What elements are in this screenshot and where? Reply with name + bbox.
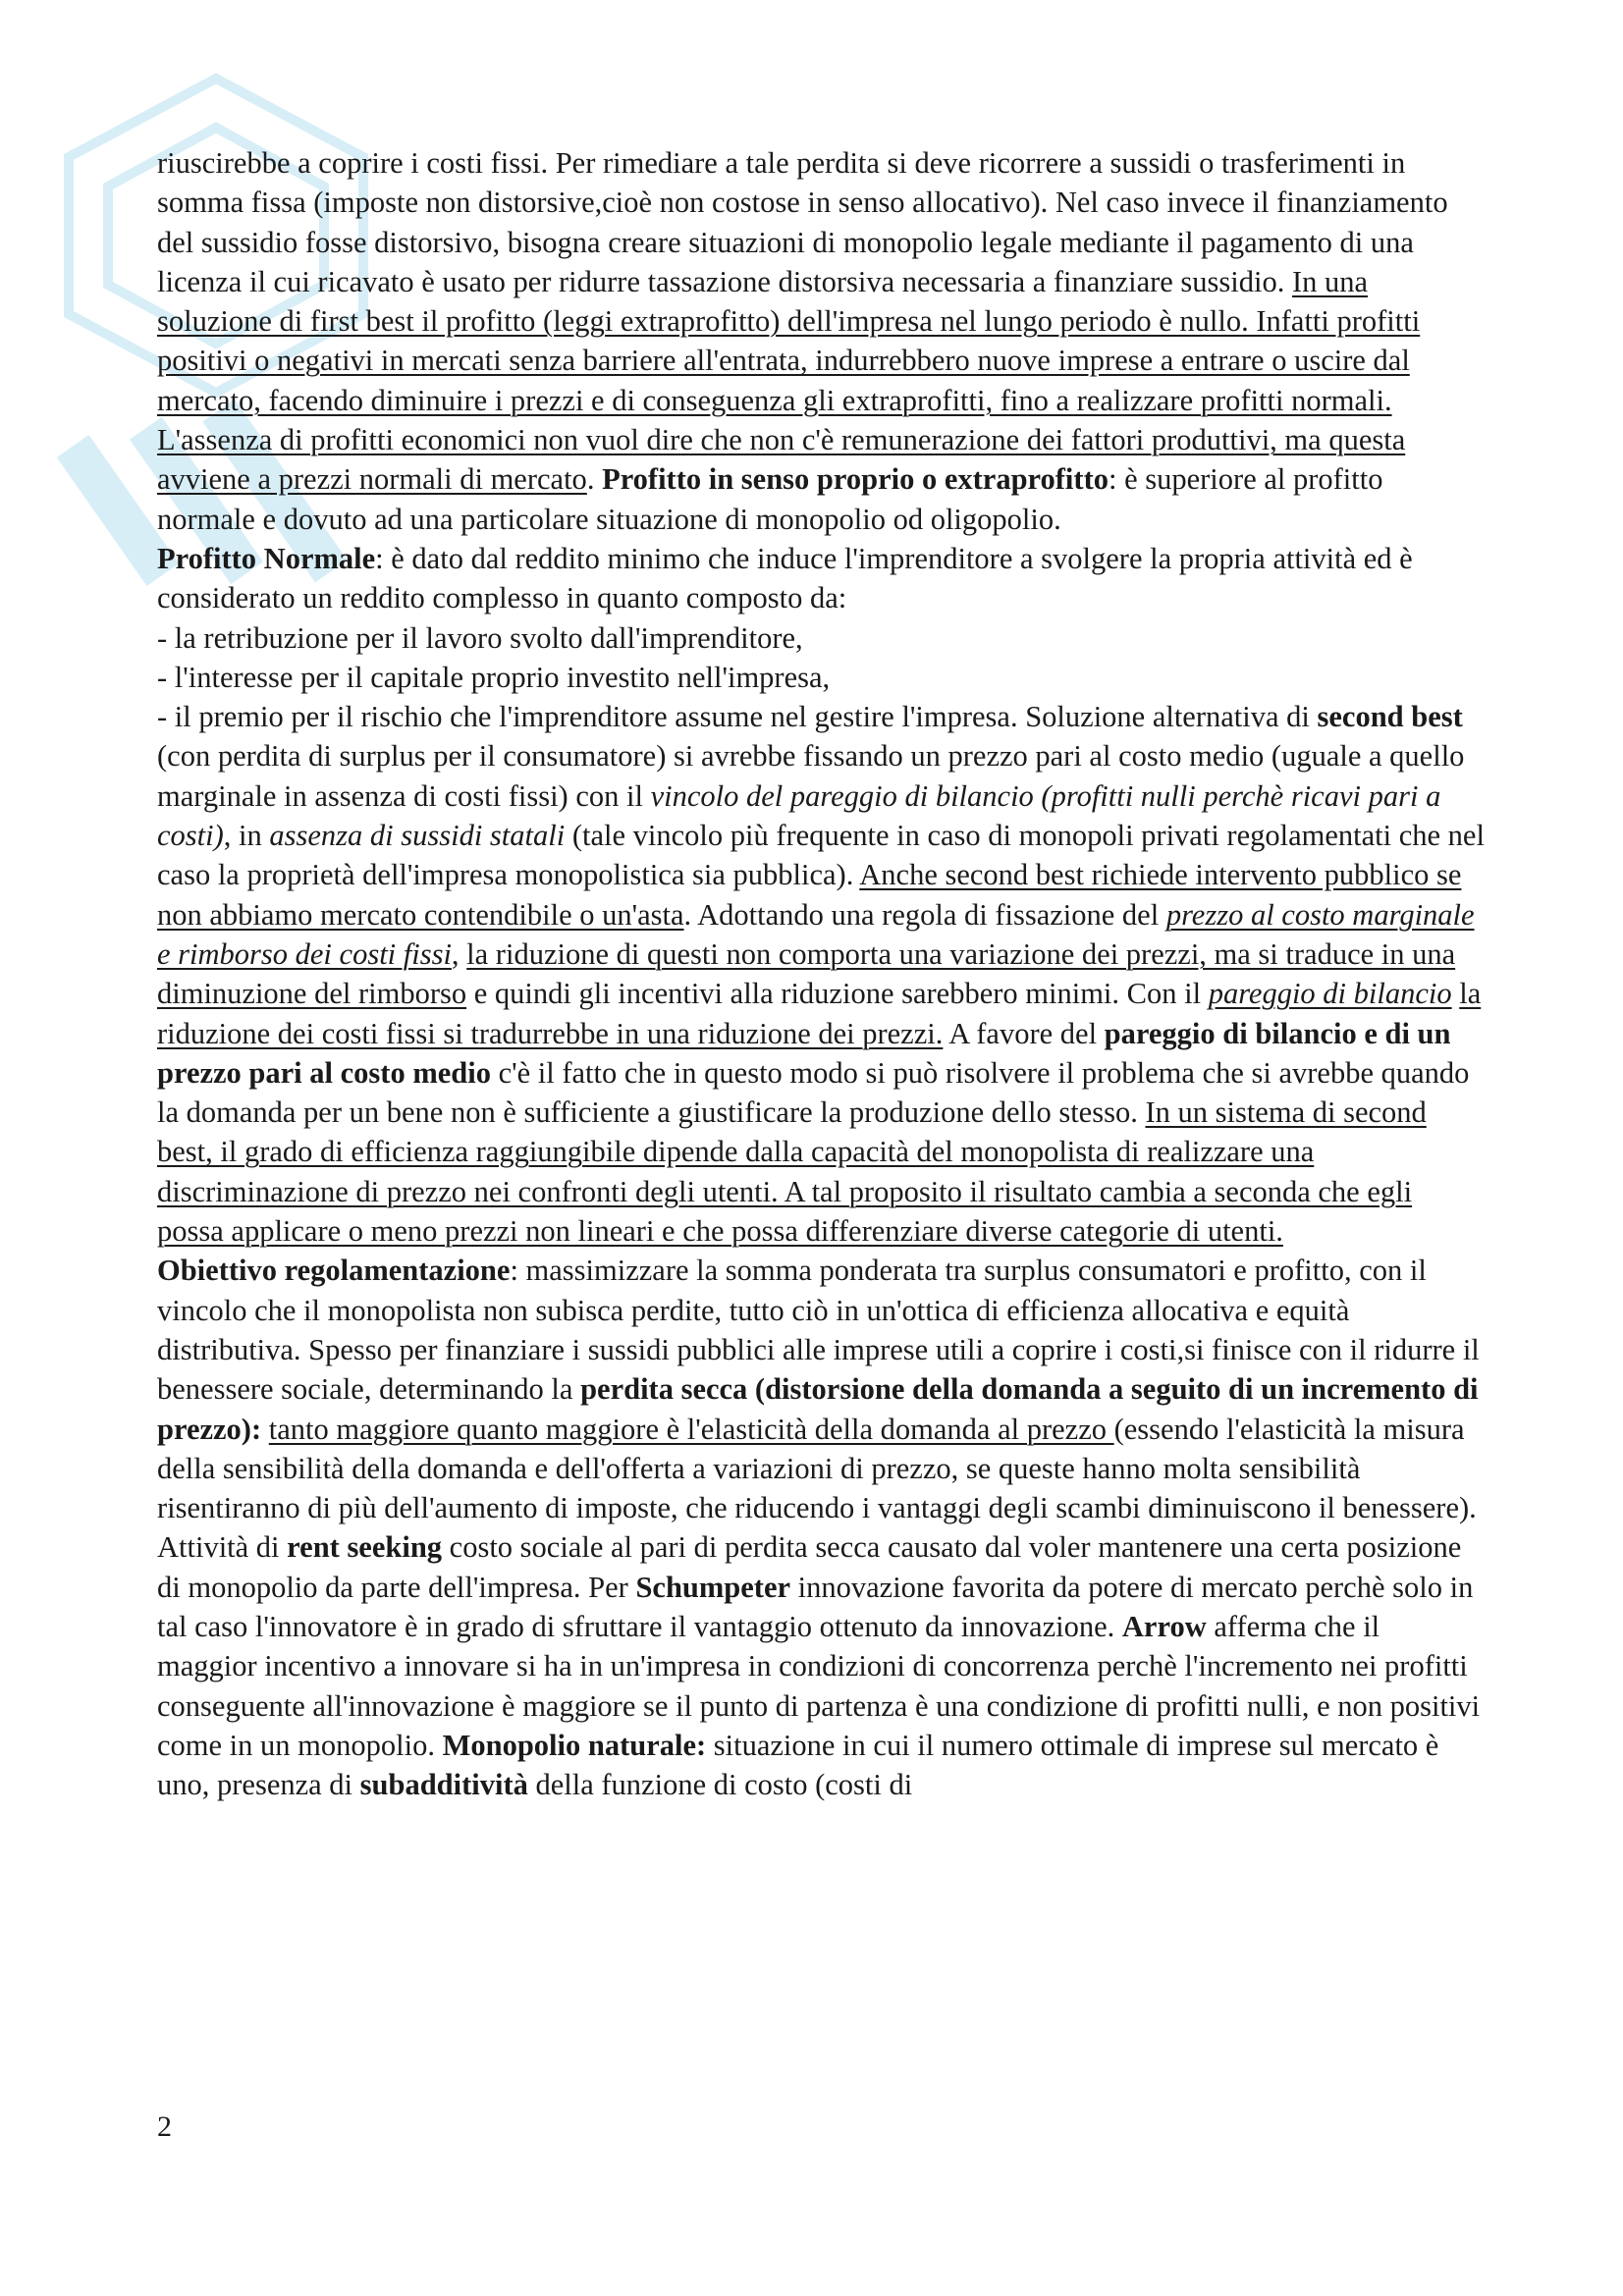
text-run: : è dato dal reddito minimo che induce l'imprenditore a svolgere la propria attività ed è considerato un reddito complesso in quanto composto da:	[157, 541, 1413, 615]
page-number: 2	[157, 2110, 172, 2143]
text-run: situazione in cui il numero ottimale di imprese sul mercato è uno, presenza di	[157, 1728, 1439, 1802]
paragraph	[157, 539, 1485, 618]
text-run: pareggio di bilancio e di un prezzo pari al costo medio	[157, 1016, 1451, 1090]
text-run: Schumpeter	[635, 1570, 791, 1604]
text-run: In una soluzione di first best il profitto (leggi extraprofitto) dell'impresa nel lungo periodo è nullo. Infatti profitti positivi o negativi in mercati senza barriere all'entrata, indurrebbero nuove imprese a entrare o uscire dal mercato, facendo diminuire i prezzi e di conseguenza gli extraprofitti, fino a realizzare profitti normali. L'assenza di profitti economici non vuol dire che non c'è remunerazione dei fattori produttivi, ma questa avviene a prezzi normali di mercato	[157, 264, 1421, 497]
text-run: c'è il fatto che in questo modo si può risolvere il problema che si avrebbe quando la domanda per un bene non è sufficiente a giustificare la produzione dello stesso.	[157, 1055, 1470, 1130]
text-run: innovazione favorita da potere di mercato perchè solo in tal caso l'innovatore è in grado di sfruttare il vantaggio ottenuto da innovazione.	[157, 1570, 1474, 1643]
text-run: (essendo l'elasticità la misura della sensibilità della domanda e dell'offerta a variazioni di prezzo, se queste hanno molta sensibilità risentiranno di più dell'aumento di imposte, che riducendo i vantaggi degli scambi diminuiscono il benessere). Attività di	[157, 1412, 1477, 1565]
text-run: Profitto in senso proprio o extraprofitto	[602, 462, 1109, 497]
text-run: Monopolio naturale:	[442, 1728, 707, 1762]
paragraph	[157, 697, 1485, 1251]
text-run: e quindi gli incentivi alla riduzione sarebbero minimi. Con il	[466, 977, 1209, 1011]
text-run: Arrow	[1121, 1609, 1207, 1643]
text-run: . Adottando una regola di fissazione del	[683, 897, 1166, 932]
text-run: perdita secca (distorsione della domanda a seguito di un incremento di prezzo):	[157, 1372, 1479, 1446]
text-run: riuscirebbe a coprire i costi fissi. Per rimediare a tale perdita si deve ricorrere a sussidi o trasferimenti in somma fissa (imposte non distorsive,cioè non costose in senso allocativo). Nel caso invece il finanziamento del sussidio fosse distorsivo, bisogna creare situazioni di monopolio legale mediante il pagamento di una licenza il cui ricavato è usato per ridurre tassazione distorsiva necessaria a finanziare sussidio.	[157, 146, 1448, 298]
document-body-text	[157, 143, 1485, 1804]
text-run: Profitto Normale	[157, 541, 376, 575]
text-run: - l'interesse per il capitale proprio investito nell'impresa,	[157, 660, 831, 694]
text-run: In un sistema di second best, il grado di efficienza raggiungibile dipende dalla capacità del monopolista di realizzare una discriminazione di prezzo nei confronti degli utenti. A tal proposito il risultato cambia a seconda che egli possa applicare o meno prezzi non lineari e che possa differenziare diverse categorie di utenti.	[157, 1095, 1427, 1249]
text-run: prezzo al costo marginale e rimborso dei costi fissi	[157, 897, 1475, 971]
text-run: subadditività	[359, 1768, 528, 1802]
text-run: pareggio di bilancio	[1208, 977, 1452, 1011]
text-run: ,	[451, 936, 467, 971]
paragraph	[157, 618, 1485, 658]
paragraph	[157, 143, 1485, 539]
text-run: .	[586, 462, 603, 497]
text-run	[261, 1413, 269, 1446]
text-run: , in	[223, 819, 270, 853]
text-run: : massimizzare la somma ponderata tra surplus consumatori e profitto, con il vincolo che il monopolista non subisca perdite, tutto ciò in un'ottica di efficienza allocativa e equità distributiva. Spesso per finanziare i sussidi pubblici alle imprese utili a coprire i costi,si finisce con il ridurre il benessere sociale, determinando la	[157, 1254, 1480, 1407]
text-run: afferma che il maggior incentivo a innovare si ha in un'impresa in condizioni di concorrenza perchè l'incremento nei profitti conseguente all'innovazione è maggiore se il punto di partenza è una condizione di profitti nulli, e non positivi come in un monopolio.	[157, 1609, 1481, 1762]
text-run: la riduzione dei costi fissi si tradurrebbe in una riduzione dei prezzi.	[157, 977, 1482, 1050]
paragraph	[157, 658, 1485, 697]
text-run: vincolo del pareggio di bilancio (profitti nulli perchè ricavi pari a costi)	[157, 778, 1441, 853]
text-run: della funzione di costo (costi di	[527, 1768, 913, 1802]
text-run: Obiettivo regolamentazione	[157, 1254, 511, 1288]
paragraph	[157, 1251, 1485, 1804]
text-run: Anche second best richiede intervento pubblico se non abbiamo mercato contendibile o un'asta	[157, 858, 1462, 932]
text-run: second best	[1317, 700, 1463, 734]
text-run: rent seeking	[287, 1530, 443, 1565]
text-run: : è superiore al profitto normale e dovuto ad una particolare situazione di monopolio od oligopolio.	[157, 462, 1383, 536]
text-run: la riduzione di questi non comporta una variazione dei prezzi, ma si traduce in una diminuzione del rimborso	[157, 936, 1456, 1011]
text-run: A favore del	[943, 1016, 1105, 1050]
text-run: - il premio per il rischio che l'imprenditore assume nel gestire l'impresa. Soluzione alternativa di	[157, 700, 1318, 734]
text-run: (tale vincolo più frequente in caso di monopoli privati regolamentati che nel caso la proprietà dell'impresa monopolistica sia pubblica).	[157, 819, 1485, 892]
text-run: tanto maggiore quanto maggiore è l'elasticità della domanda al prezzo	[268, 1412, 1114, 1446]
text-run: (con perdita di surplus per il consumatore) si avrebbe fissando un prezzo pari al costo medio (uguale a quello marginale in assenza di costi fissi) con il	[157, 739, 1465, 813]
text-run: assenza di sussidi statali	[269, 819, 566, 853]
text-run: - la retribuzione per il lavoro svolto dall'imprenditore,	[157, 620, 803, 655]
text-run: costo sociale al pari di perdita secca causato dal voler mantenere una certa posizione di monopolio da parte dell'impresa. Per	[157, 1530, 1462, 1604]
